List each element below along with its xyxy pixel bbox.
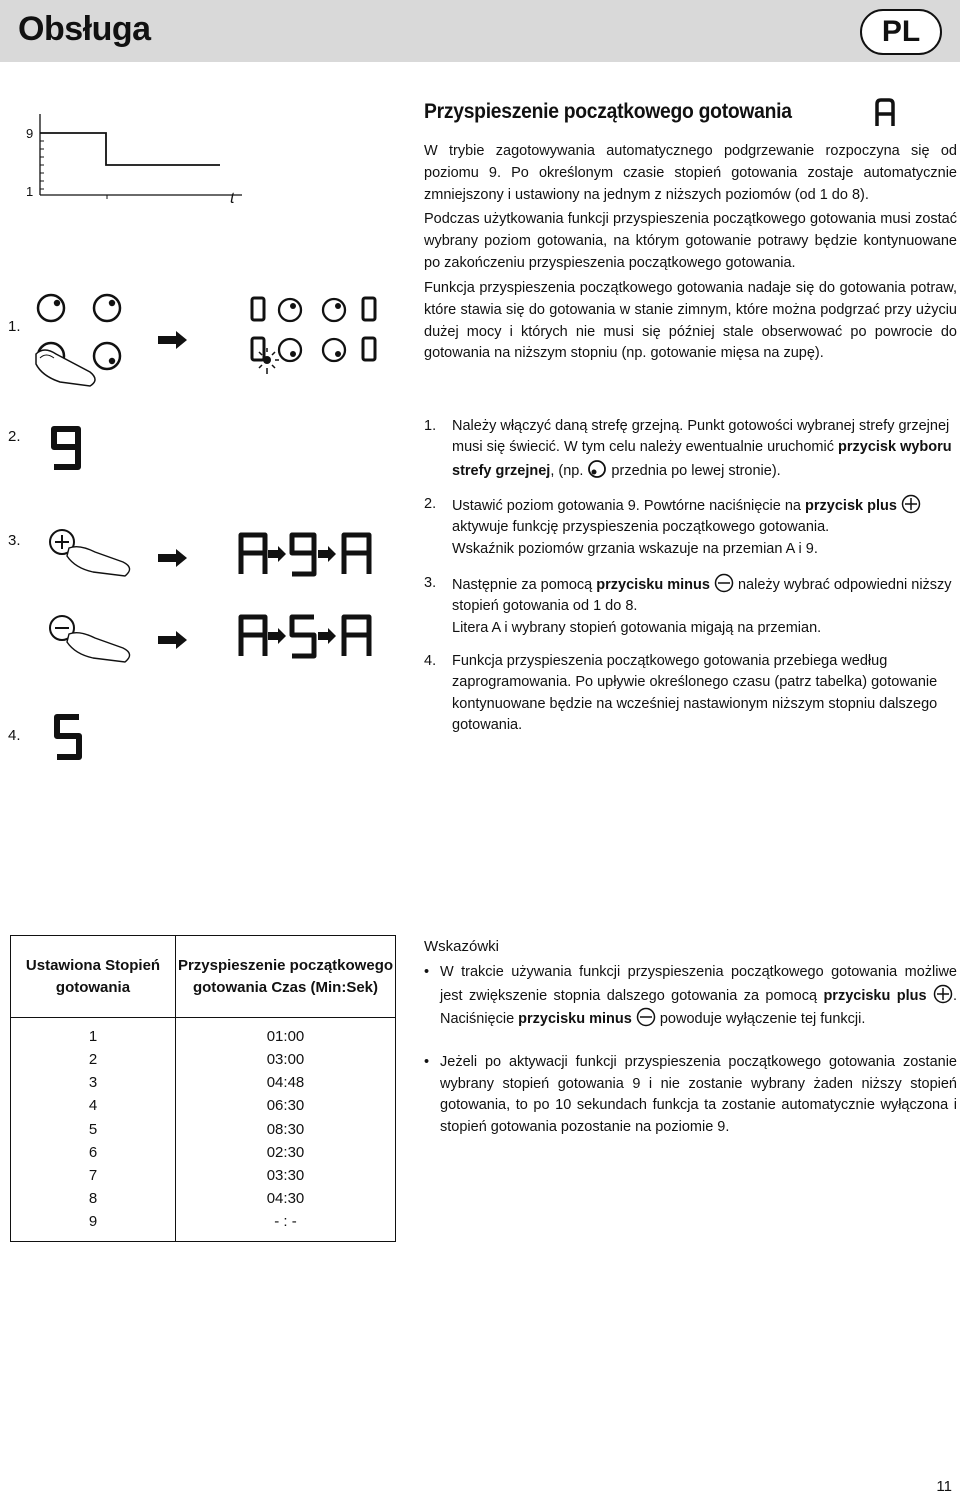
time-cell: - : - — [274, 1213, 297, 1231]
table-header-row — [11, 936, 396, 1018]
hint-text-part: . Naciśnięcie — [440, 987, 958, 1028]
time-cell: 03:30 — [266, 1167, 305, 1185]
section-title-text: Przyspieszenie początkowego gotowania — [424, 100, 792, 123]
step-text — [452, 416, 957, 482]
table-row — [11, 1117, 396, 1140]
step-text-part: , (np. — [550, 462, 588, 479]
time-cell: 01:00 — [266, 1027, 305, 1045]
bullet-icon: • — [424, 964, 430, 980]
hint-text: Jeżeli po aktywacji funkcji przyspieszenia początkowego gotowania zostanie wybrany stopień gotowania 9 i nie zostanie wybrany żaden niższy stopień gotowania, to po 10 sekundach funkcja ta zostanie automatycznie wyłączona i stopień gotowania pozostanie na poziomie 9. — [440, 1054, 957, 1135]
zone-display-panel-icon — [238, 290, 388, 380]
level-cell: 4 — [11, 1094, 176, 1117]
hint-text-part: W trakcie używania funkcji przyspieszenia początkowego gotowania możliwe jest zwiększenie stopnia dalszego gotowania za pomocą — [440, 964, 957, 1004]
intro-paragraph-3: Funkcja przyspieszenia początkowego gotowania nadaje się do gotowania potraw, które stawia się do gotowania w stanie zimnym, które można podgrzać przy użyciu dużej mocy i których nie musi się później stale obserwować po powrocie do gotowania na niższym stopniu (np. gotowanie mięsa na zupę). — [424, 280, 957, 362]
step-number: 4. — [424, 653, 437, 669]
step-text-part: Następnie za pomocą — [452, 577, 597, 593]
bullet-icon: • — [424, 1054, 430, 1070]
step-text-part: Ustawić poziom gotowania 9. Powtórne naciśnięcie na — [452, 498, 806, 514]
level-cell: 3 — [11, 1071, 176, 1094]
time-cell: 03:00 — [266, 1050, 305, 1068]
step-text-part: przednia po lewej stronie). — [607, 462, 781, 479]
page-number: 11 — [936, 1478, 952, 1495]
minus-icon — [714, 573, 734, 593]
figure-label-2: 2. — [8, 428, 21, 445]
hints-title: Wskazówki — [424, 938, 500, 955]
plus-button-ref: przycisku plus — [823, 987, 927, 1004]
arrow-right-icon — [158, 330, 188, 350]
time-cell: 08:30 — [266, 1120, 305, 1138]
level-cell: 9 — [11, 1211, 176, 1242]
step-text — [452, 494, 957, 560]
step-text-part: Należy włączyć daną strefę grzejną. Punkt gotowości wybranej strefy grzejnej musi się świecić. W tym celu należy ewentualnie uruchomić — [452, 418, 950, 456]
step-text: Funkcja przyspieszenia początkowego gotowania przebiega według zaprogramowania. Po upływie określonego czasu (patrz tabelka) gotowanie kontynuowane będzie na wcześniej nastawionym niższym stopniu dalszego gotowania. — [452, 653, 938, 733]
level-cell: 5 — [11, 1117, 176, 1140]
level-cell: 6 — [11, 1141, 176, 1164]
table-row — [11, 1048, 396, 1071]
graph-x-label: t — [230, 190, 235, 207]
table-row — [11, 1164, 396, 1187]
time-cell: 06:30 — [266, 1097, 305, 1115]
section-title — [424, 100, 792, 124]
figure-label-3: 3. — [8, 532, 21, 549]
hint-item-2 — [424, 1052, 957, 1138]
level-cell: 2 — [11, 1048, 176, 1071]
time-cell: 04:48 — [266, 1073, 305, 1091]
table-row — [11, 1187, 396, 1210]
step-text — [452, 573, 957, 639]
time-cell: 02:30 — [266, 1143, 305, 1161]
display-a-9-a-sequence-icon — [238, 530, 384, 578]
cooking-zone-selector-icon — [30, 288, 130, 388]
minus-button-press-icon — [45, 612, 145, 668]
minus-icon — [636, 1007, 656, 1027]
level-cell: 1 — [11, 1018, 176, 1048]
level-cell: 7 — [11, 1164, 176, 1187]
plus-icon — [933, 984, 953, 1004]
power-time-graph — [20, 110, 250, 210]
step-2 — [424, 494, 957, 560]
step-text-part: Wskaźnik poziomów grzania wskazuje na przemian A i 9. — [452, 540, 818, 557]
time-cell: 04:30 — [266, 1190, 305, 1208]
table-row — [11, 1071, 396, 1094]
arrow-right-icon — [158, 548, 188, 568]
arrow-right-icon — [158, 630, 188, 650]
step-1 — [424, 416, 957, 482]
column-header-time: Przyspieszenie początkowego gotowania Czas (Min:Sek) — [176, 936, 396, 1018]
plus-button-ref: przycisk plus — [805, 498, 897, 514]
page-title: Obsługa — [18, 10, 151, 48]
intro-paragraph-1: W trybie zagotowywania automatycznego podgrzewanie rozpoczyna się od poziomu 9. Po określonym czasie stopień gotowania zostaje automatycznie zmniejszony i ustawiony na jednym z niższych poziomów (od 1 do 8). — [424, 143, 957, 203]
table-row — [11, 1211, 396, 1242]
language-badge: PL — [860, 9, 942, 55]
figure-label-4: 4. — [8, 727, 21, 744]
hint-text — [440, 962, 957, 1031]
seven-segment-5-icon — [53, 713, 83, 761]
zone-selector-icon — [587, 459, 607, 479]
graph-y-min-label: 1 — [26, 184, 34, 199]
zone-selector-button-ref: przycisk wyboru strefy grzejnej — [452, 439, 952, 479]
step-text-part: należy wybrać odpowiedni niższy stopień gotowania od 1 do 8. — [452, 577, 952, 615]
table-row — [11, 1018, 396, 1048]
step-number: 1. — [424, 418, 437, 434]
step-text-part: aktywuje funkcję przyspieszenia początkowego gotowania. — [452, 519, 830, 536]
column-header-level: Ustawiona Stopień gotowania — [11, 936, 176, 1018]
plus-icon — [901, 494, 921, 514]
level-cell: 8 — [11, 1187, 176, 1210]
display-a-5-a-sequence-icon — [238, 612, 384, 660]
step-text-part: Litera A i wybrany stopień gotowania migają na przemian. — [452, 619, 822, 636]
seven-segment-9-icon — [50, 425, 82, 471]
intro-paragraph-2: Podczas użytkowania funkcji przyspieszenia początkowego gotowania musi zostać wybrany poziom gotowania, na którym gotowanie potrawy będzie kontynuowane po zakończeniu przyspieszenia początkowego gotowania. — [424, 211, 957, 271]
graph-y-max-label: 9 — [26, 126, 34, 141]
step-4 — [424, 651, 957, 736]
hint-text-part: powoduje wyłączenie tej funkcji. — [655, 1011, 866, 1028]
table-row — [11, 1094, 396, 1117]
minus-button-ref: przycisku minus — [518, 1011, 632, 1028]
table-row — [11, 1141, 396, 1164]
step-number: 2. — [424, 496, 437, 512]
boost-times-table — [10, 935, 396, 1242]
seven-segment-a-icon — [874, 98, 896, 128]
page-header — [0, 0, 960, 62]
figure-label-1: 1. — [8, 318, 21, 335]
step-3 — [424, 573, 957, 639]
step-number: 3. — [424, 575, 437, 591]
hint-item-1 — [424, 962, 957, 1031]
plus-button-press-icon — [45, 526, 145, 582]
minus-button-ref: przycisku minus — [596, 577, 710, 593]
